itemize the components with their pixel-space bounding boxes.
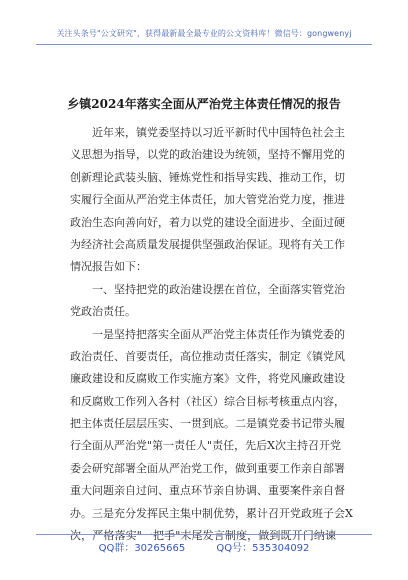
body-line: 创新理论武装头脑、锤炼党性和指导实践、推动工作，切 bbox=[70, 170, 345, 184]
footer-qq-id: QQ号：535304092 bbox=[216, 543, 310, 554]
body-line: 次，严格落实"一把手"末尾发言制度，做到既开门纳谏 bbox=[70, 529, 336, 543]
footer-divider bbox=[36, 534, 372, 535]
body-line: 和反腐败工作列入各村（社区）综合目标考核重点内容， bbox=[70, 394, 345, 408]
body-line: 廉政建设和反腐败工作实施方案》文件，将党风廉政建设 bbox=[70, 372, 345, 386]
body-line: 一是坚持把落实全面从严治党主体责任作为镇党委的 bbox=[92, 327, 345, 341]
body-line: 办。三是充分发挥民主集中制优势，累计召开党政班子会X bbox=[70, 506, 353, 520]
body-line: 为经济社会高质量发展提供坚强政治保证。现将有关工作 bbox=[70, 237, 345, 251]
document-title: 乡镇2024年落实全面从严治党主体责任情况的报告 bbox=[67, 97, 341, 111]
body-line: 实履行全面从严治党主体责任，加大管党治党力度，推进 bbox=[70, 193, 345, 207]
header-banner: 关注头条号"公文研究"，获得最新最全最专业的公文资料库！微信号：gongwenyj bbox=[56, 29, 352, 38]
body-line: 委会研究部署全面从严治党工作，做到重要工作亲自部署 bbox=[70, 461, 345, 475]
body-line: 行全面从严治党"第一责任人"责任，先后X次主持召开党 bbox=[70, 439, 341, 453]
body-line: 近年来，镇党委坚持以习近平新时代中国特色社会主 bbox=[92, 126, 345, 139]
footer bbox=[0, 539, 408, 554]
body-line: 党政治责任。 bbox=[70, 305, 136, 319]
body-line: 政治生态向善向好，着力以党的建设全面进步、全面过硬 bbox=[70, 215, 345, 229]
body-line: 政治责任、首要责任，高位推动责任落实，制定《镇党风 bbox=[70, 349, 345, 363]
body-line: 重大问题亲自过问、重点环节亲自协调、重要案件亲自督 bbox=[70, 484, 345, 498]
header-divider bbox=[36, 44, 372, 45]
footer-qq-group: QQ群：30265665 bbox=[98, 543, 186, 554]
document-body bbox=[70, 122, 353, 547]
body-line: 一、坚持把党的政治建设摆在首位，全面落实管党治 bbox=[92, 282, 345, 296]
body-line: 义思想为指导，以党的政治建设为统领，坚持不懈用党的 bbox=[70, 148, 345, 162]
body-line: 情况报告如下： bbox=[70, 260, 147, 274]
body-line: 把主体责任层层压实、一贯到底。二是镇党委书记带头履 bbox=[70, 417, 345, 431]
